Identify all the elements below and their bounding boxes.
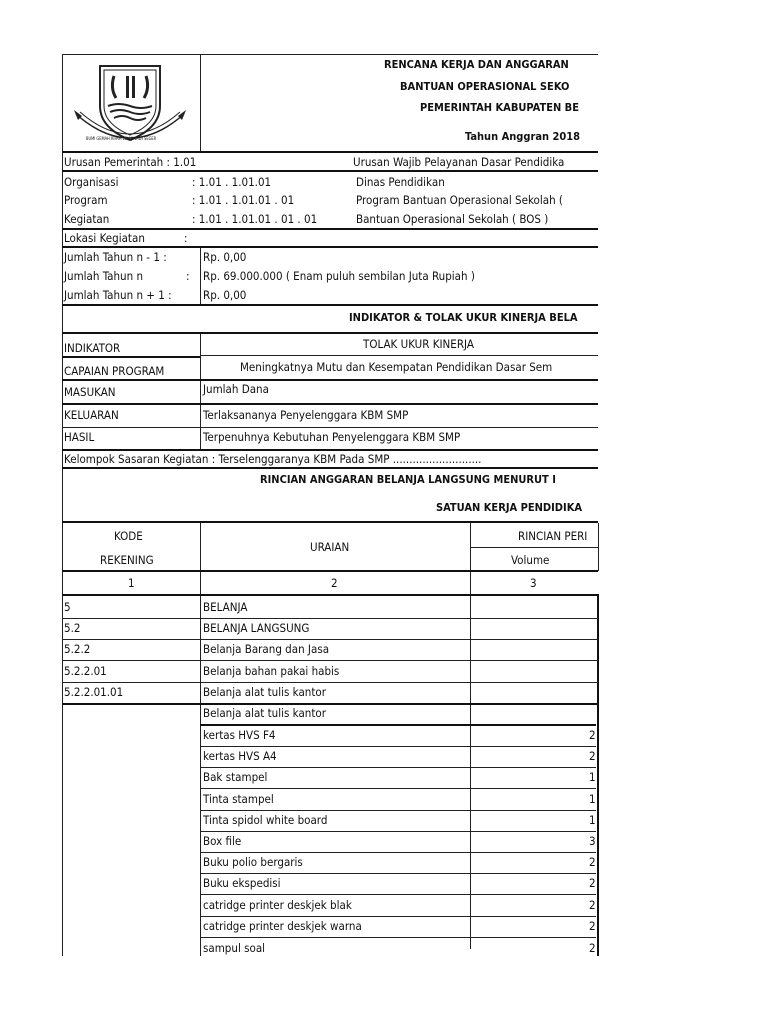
row-divider [62,639,598,640]
row-divider [200,831,596,832]
organisasi-label: Organisasi [64,175,119,189]
row-divider [200,852,596,853]
rincian-kode-cell: 5.2.2.01.01 [64,685,124,699]
rincian-uraian-cell: Belanja alat tulis kantor [203,685,326,699]
row-divider [200,916,596,917]
rincian-perhitungan-header: RINCIAN PERI [518,529,588,543]
rincian-volume-cell: 1 [589,792,596,806]
row-divider [200,810,596,811]
row-divider [200,894,596,895]
row-divider [62,703,598,705]
indikator-row-label: MASUKAN [64,385,116,399]
urusan-value: Urusan Wajib Pelayanan Dasar Pendidika [353,155,565,169]
kegiatan-value: Bantuan Operasional Sekolah ( BOS ) [356,212,549,226]
rincian-uraian-cell: kertas HVS A4 [203,749,277,763]
program-value: Program Bantuan Operasional Sekolah ( [356,193,563,207]
rincian-volume-cell: 2 [589,898,596,912]
rincian-volume-cell: 2 [589,941,596,955]
urusan-label: Urusan Pemerintah : 1.01 [64,155,197,169]
rincian-uraian-cell: Tinta stampel [203,792,274,806]
rincian-uraian-cell: Tinta spidol white board [203,813,328,827]
row-divider [200,788,596,789]
indikator-column-header: INDIKATOR [64,341,121,355]
rincian-uraian-cell: Buku ekspedisi [203,876,281,890]
rincian-uraian-cell: Belanja Barang dan Jasa [203,642,330,656]
column-number-3: 3 [530,576,537,590]
row-divider [200,937,596,938]
logo-motto: BUMI GEMAH RIPAH LOH JINAWI SEGER [86,136,157,141]
column-number-2: 2 [331,576,338,590]
budget-year: Tahun Anggran 2018 [465,130,581,143]
rincian-volume-cell: 2 [589,855,596,869]
rincian-volume-cell: 2 [589,876,596,890]
indikator-row-label: CAPAIAN PROGRAM [64,364,165,378]
indikator-row-value: Terpenuhnya Kebutuhan Penyelenggara KBM SMP [203,430,461,444]
volume-header: Volume [511,553,550,567]
kegiatan-label: Kegiatan [64,212,110,226]
jumlah-n-value: Rp. 69.000.000 ( Enam puluh sembilan Juta Rupiah ) [203,269,475,283]
indikator-row-value: Meningkatnya Mutu dan Kesempatan Pendidikan Dasar Sem [240,360,553,374]
rincian-uraian-cell: catridge printer deskjek blak [203,898,352,912]
rincian-uraian-cell: sampul soal [203,941,266,955]
header-title-line1: RENCANA KERJA DAN ANGGARAN [384,58,569,71]
rincian-kode-cell: 5.2 [64,621,81,635]
kelompok-sasaran: Kelompok Sasaran Kegiatan : Terselenggaranya KBM Pada SMP ........................... [64,452,482,466]
indikator-row-label: HASIL [64,430,95,444]
rincian-uraian-cell: Buku polio bergaris [203,855,303,869]
indikator-title: INDIKATOR & TOLAK UKUR KINERJA BELA [349,311,578,324]
rincian-uraian-cell: Box file [203,834,242,848]
indikator-row-value: Terlaksananya Penyelenggara KBM SMP [203,408,409,422]
organisasi-value: Dinas Pendidikan [356,175,445,189]
regency-emblem [70,62,190,146]
jumlah-n-minus-1-label: Jumlah Tahun n - 1 : [64,250,167,264]
rincian-kode-cell: 5.2.2.01 [64,664,107,678]
header-title-line2: BANTUAN OPERASIONAL SEKO [400,80,570,93]
jumlah-n-label: Jumlah Tahun n [64,269,144,283]
rincian-uraian-cell: Belanja bahan pakai habis [203,664,340,678]
rincian-volume-cell: 1 [589,813,596,827]
rincian-uraian-cell: Belanja alat tulis kantor [203,706,326,720]
kegiatan-code: : 1.01 . 1.01.01 . 01 . 01 [192,212,318,226]
rincian-uraian-cell: BELANJA LANGSUNG [203,621,310,635]
rincian-volume-cell: 2 [589,919,596,933]
rincian-uraian-cell: catridge printer deskjek warna [203,919,362,933]
uraian-header: URAIAN [310,540,350,554]
rincian-kode-cell: 5.2.2 [64,642,91,656]
rincian-uraian-cell: kertas HVS F4 [203,728,276,742]
lokasi-label: Lokasi Kegiatan [64,231,145,245]
row-divider [200,746,596,747]
column-number-1: 1 [128,576,135,590]
jumlah-n-colon: : [186,269,190,283]
lokasi-colon: : [184,231,188,245]
program-label: Program [64,193,108,207]
row-divider [62,618,598,619]
indikator-row-label: KELUARAN [64,408,119,422]
rincian-volume-cell: 2 [589,728,596,742]
rincian-volume-cell: 3 [589,834,596,848]
jumlah-n-plus-1-value: Rp. 0,00 [203,288,247,302]
row-divider [200,873,596,874]
rincian-uraian-cell: BELANJA [203,600,248,614]
row-divider [200,767,596,768]
row-divider [62,660,598,661]
jumlah-n-plus-1-label: Jumlah Tahun n + 1 : [64,288,172,302]
rekening-header: REKENING [100,553,154,567]
jumlah-n-minus-1-value: Rp. 0,00 [203,250,247,264]
rincian-uraian-cell: Bak stampel [203,770,268,784]
satuan-kerja-title: SATUAN KERJA PENDIDIKA [436,501,583,514]
organisasi-code: : 1.01 . 1.01.01 [192,175,272,189]
kode-header: KODE [114,529,143,543]
header-title-line3: PEMERINTAH KABUPATEN BE [420,101,579,114]
rincian-title: RINCIAN ANGGARAN BELANJA LANGSUNG MENURUT I [260,473,556,486]
indikator-row-value: Jumlah Dana [203,382,269,396]
tolak-ukur-column-header: TOLAK UKUR KINERJA [363,337,474,351]
rincian-kode-cell: 5 [64,600,71,614]
rincian-volume-cell: 1 [589,770,596,784]
row-divider [200,724,596,726]
program-code: : 1.01 . 1.01.01 . 01 [192,193,295,207]
rincian-volume-cell: 2 [589,749,596,763]
row-divider [62,682,598,683]
